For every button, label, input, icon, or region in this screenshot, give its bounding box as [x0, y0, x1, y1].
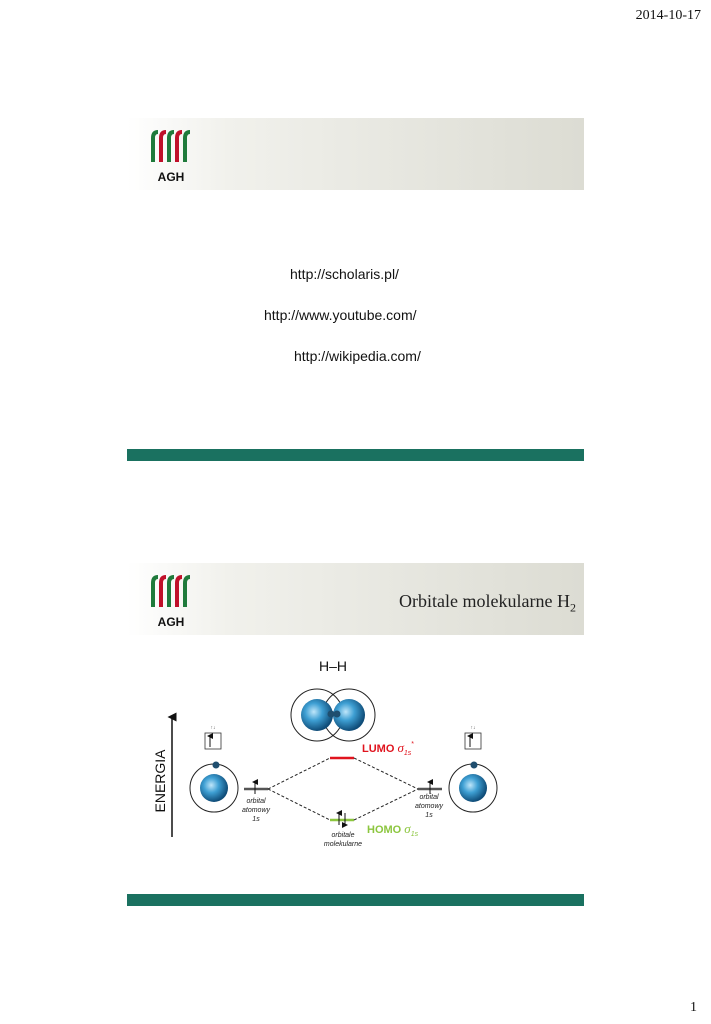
correlation-lines [268, 758, 418, 820]
atomic-orbital-caption-left [242, 798, 271, 823]
svg-text:molekularne: molekularne [323, 841, 363, 848]
h2-molecule-illustration [291, 689, 375, 741]
atomic-orbital-caption-right [415, 794, 444, 819]
svg-text:atomowy: atomowy [414, 803, 444, 810]
agh-logo-text: AGH [157, 170, 185, 184]
svg-text:orbital: orbital [246, 798, 266, 805]
slide-header [127, 118, 584, 190]
agh-logo [147, 571, 195, 631]
slide-header [127, 563, 584, 635]
mo-diagram [127, 653, 584, 853]
agh-logo-text: AGH [157, 615, 185, 629]
h-atom-left [190, 762, 238, 813]
svg-text:1s: 1s [252, 816, 260, 823]
link-youtube[interactable]: http://www.youtube.com/ [264, 307, 417, 323]
homo-label: HOMO $\sigma_{1s}$ [367, 821, 419, 838]
agh-logo [147, 126, 195, 186]
slide-title-subscript: 2 [570, 600, 576, 615]
spin-box-label-right: ↑↓ [470, 725, 476, 731]
slide-2 [127, 563, 584, 908]
lumo-label: LUMO $\sigma_{1s}^*$ [362, 740, 415, 757]
svg-text:1s: 1s [425, 812, 433, 819]
link-wikipedia[interactable]: http://wikipedia.com/ [294, 348, 421, 364]
page-number: 1 [690, 1000, 697, 1015]
spin-box-label-left: ↑↓ [210, 725, 216, 731]
h-atom-right [449, 762, 497, 813]
page-date: 2014-10-17 [635, 8, 701, 23]
slide-title-text: Orbitale molekularne H [399, 591, 570, 611]
svg-text:orbital: orbital [419, 794, 439, 801]
slide-1 [127, 118, 584, 463]
svg-text:orbitale: orbitale [331, 832, 355, 839]
link-scholaris[interactable]: http://scholaris.pl/ [290, 266, 399, 282]
svg-text:atomowy: atomowy [241, 807, 271, 814]
spin-box-left [205, 733, 221, 749]
spin-box-right [465, 733, 481, 749]
slide-footer-bar [127, 894, 584, 906]
slide-footer-bar [127, 449, 584, 461]
molecule-label: H–H [318, 658, 348, 674]
energy-axis-label: ENERGIA [152, 749, 168, 813]
slide-title [399, 591, 576, 616]
molecular-orbital-caption [324, 832, 362, 848]
